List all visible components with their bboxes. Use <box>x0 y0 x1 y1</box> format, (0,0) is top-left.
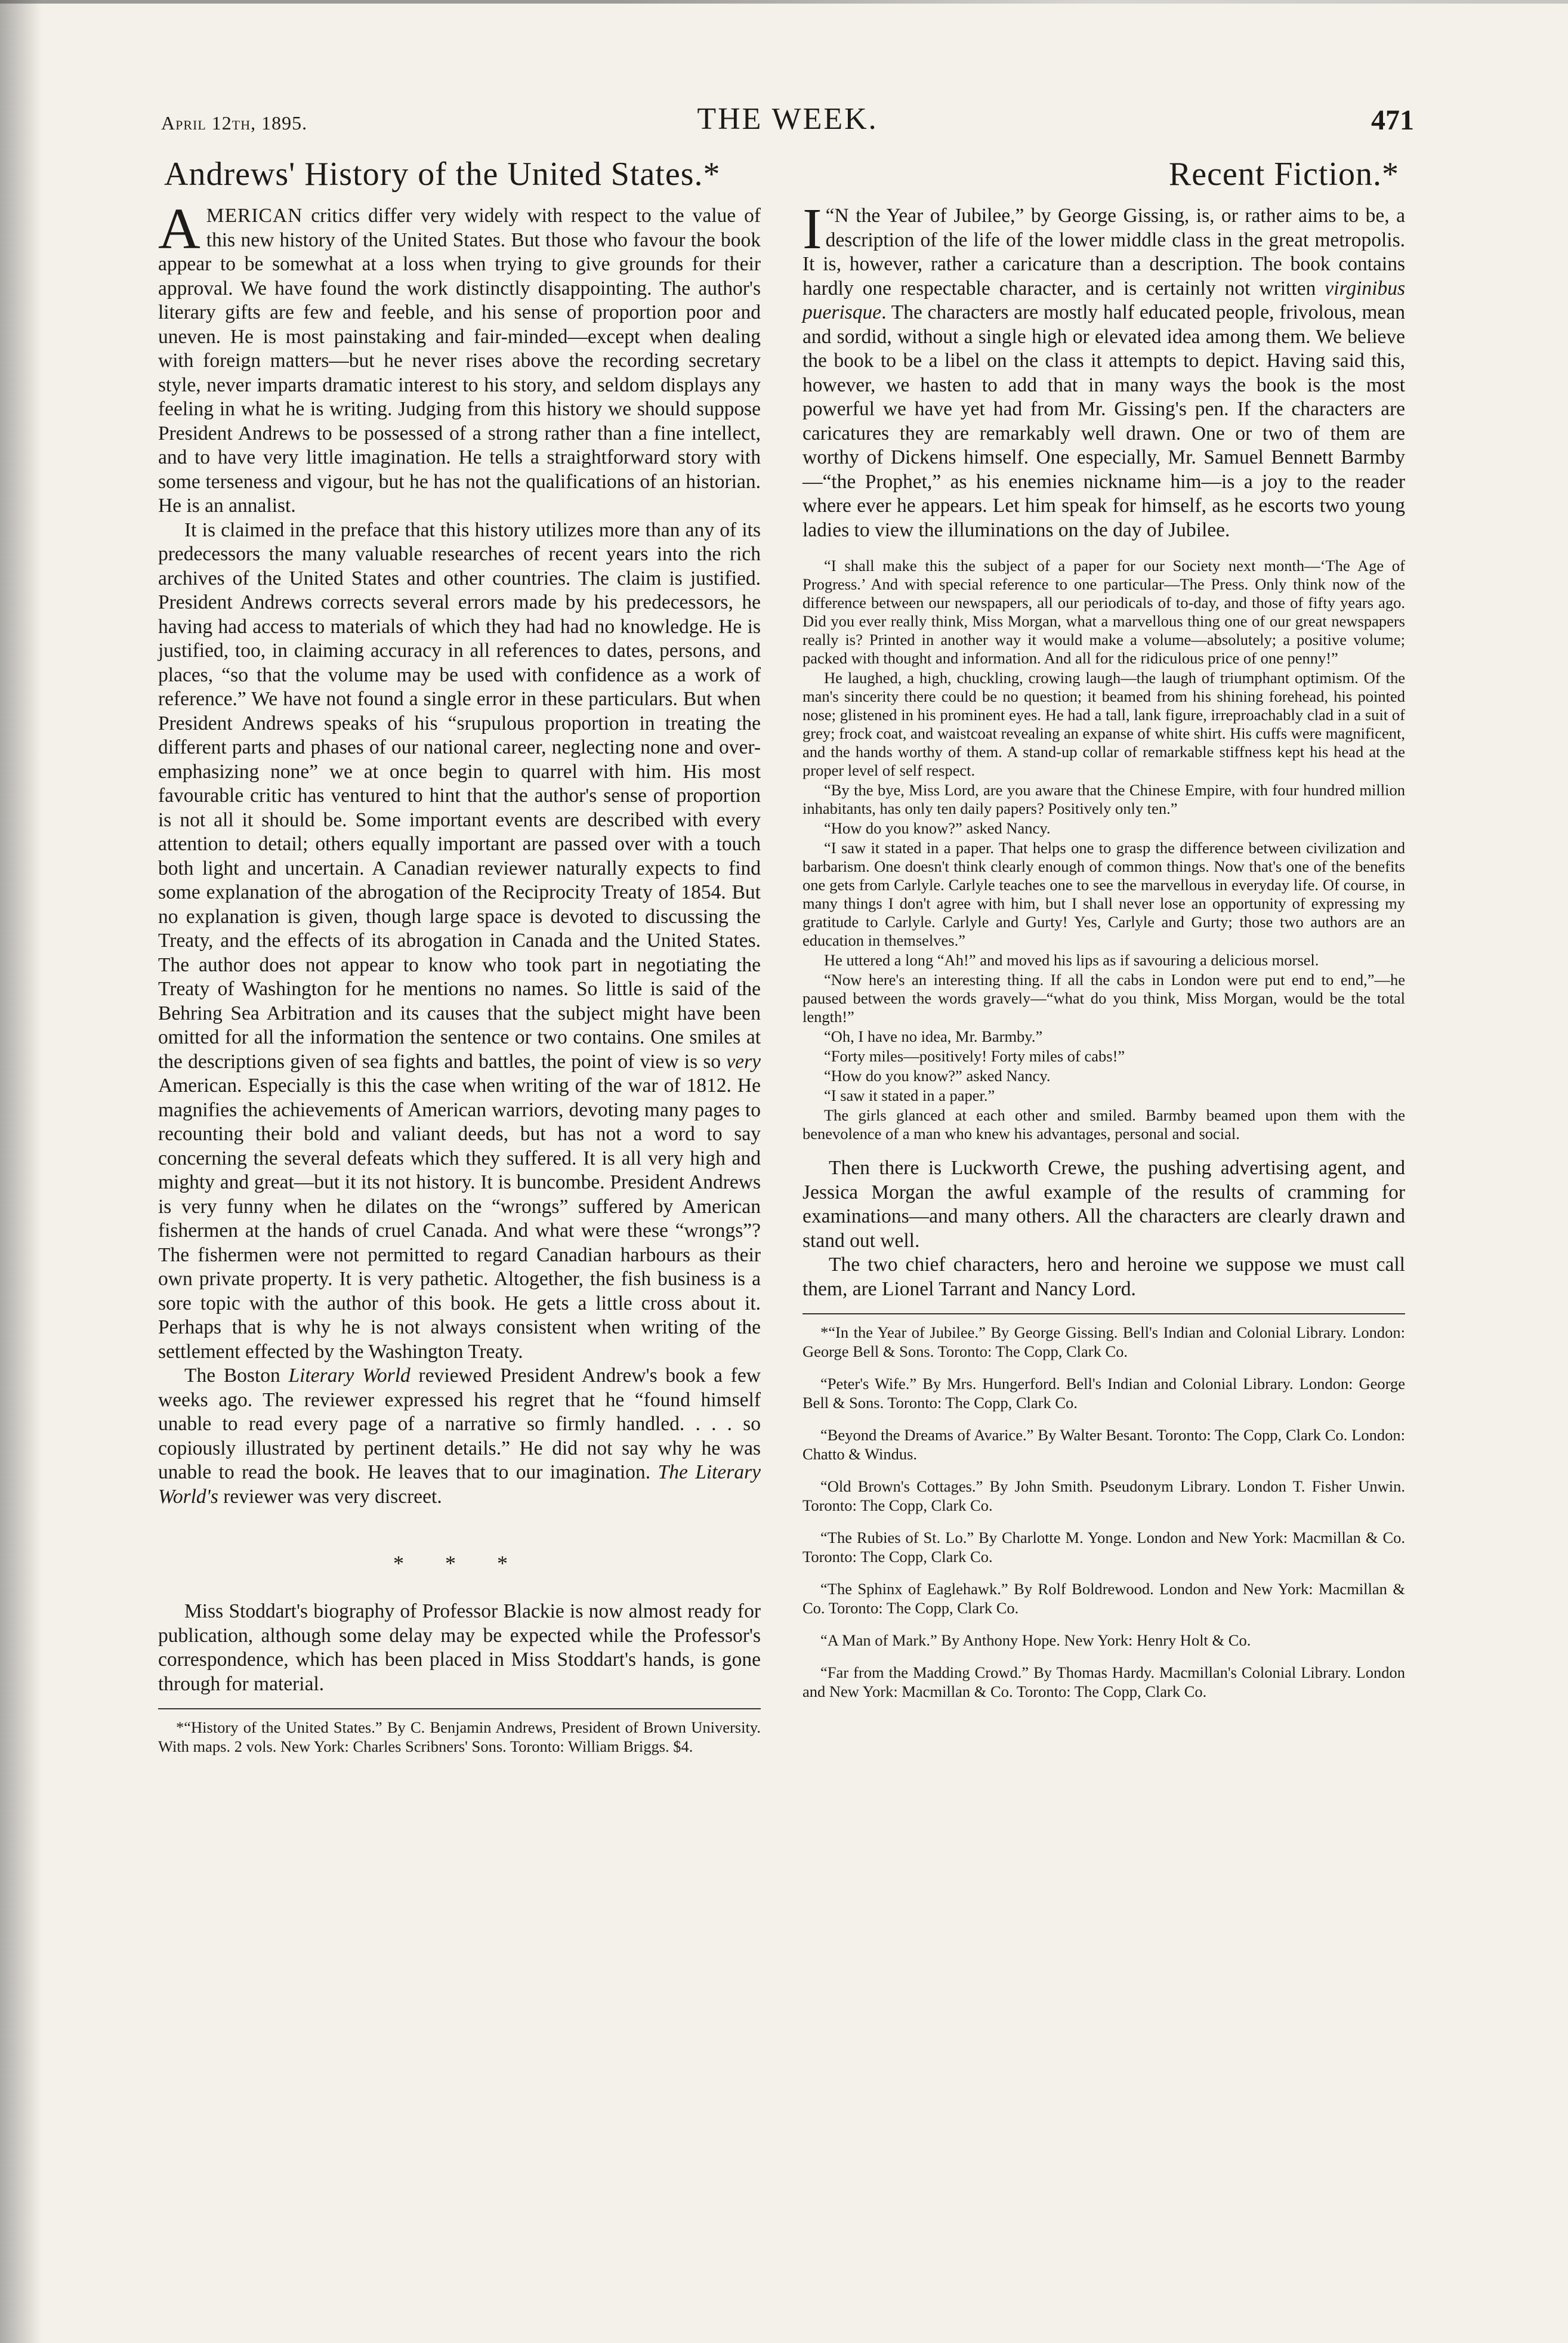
article-title-andrews: Andrews' History of the United States.* <box>164 156 721 193</box>
footnote: “The Sphinx of Eaglehawk.” By Rolf Boldrewood. London and New York: Macmillan & Co. Toronto: The Copp, Clark Co. <box>802 1580 1405 1617</box>
italic-text: very <box>726 1050 761 1073</box>
page-number: 471 <box>1371 104 1414 136</box>
paragraph-text: It is claimed in the preface that this history utilizes more than any of its predecessors the many valuable researches of recent years into the rich archives of the United States and other countries. The claim is justified. President Andrews corrects several errors made by his predecessors, he having had access to materials of which they had had no knowledge. He is justified, too, in claiming accuracy in all references to dates, persons, and places, “so that the volume may be used with confidence as a work of reference.” We have not found a single error in these particulars. But when President Andrews speaks of his “srupulous proportion in treating the different parts and phases of our national career, neglecting none and over-emphasizing none” we at once begin to quarrel with him. His most favourable critic has ventured to hint that the author's sense of proportion is not all it should be. Some important events are described with every attention to detail; others equally important are passed over with a touch both light and uncertain. A Canadian reviewer naturally expects to find some explanation of the abrogation of the Reciprocity Treaty of 1854. But no explanation is given, though large space is devoted to discussing the Treaty, and the effects of its abrogation in Canada and the United States. The author does not appear to know who took part in negotiating the Treaty of Washington for he mentions no names. So little is said of the Behring Sea Arbitration and its causes that the subject might have been omitted for all the information the sentence or two contains. One smiles at the descriptions given of sea fights and battles, the point of view is so <box>158 518 761 1073</box>
quote-paragraph: “How do you know?” asked Nancy. <box>824 1067 1051 1085</box>
quote-paragraph: “I shall make this the subject of a paper for our Society next month—‘The Age of Progress.’ And with special reference to one particular—The Press. Only think now of the difference between our newspapers, all our periodicals of to-day, and those of fifty years ago. Did you ever really think, Miss Morgan, what a marvellous thing one of our great newspapers really is? Printed in another way it would make a volume—absolutely; a positive volume; packed with thought and information. And all for the ridiculous price of one penny!” <box>802 557 1405 667</box>
section-separator: * * * <box>393 1551 526 1575</box>
open-quote: “ <box>825 205 835 227</box>
footnote: “Beyond the Dreams of Avarice.” By Walter Besant. Toronto: The Copp, Clark Co. London: Chatto & Windus. <box>802 1426 1405 1463</box>
quote-paragraph: “I saw it stated in a paper. That helps one to grasp the difference between civilization and barbarism. One doesn't think clearly enough of common things. Now that's one of the benefits one gets from Carlyle. Carlyle teaches one to see the marvellous in everyday life. Of course, in many things I don't agree with him, but I shall never lose an opportunity of expressing my gratitude to Carlyle. Carlyle and Gurty! Yes, Carlyle and Gurty; those two authors are an education in themselves.” <box>802 839 1405 949</box>
running-head <box>161 101 1414 149</box>
quote-paragraph: “Oh, I have no idea, Mr. Barmby.” <box>824 1027 1043 1045</box>
footnote: “A Man of Mark.” By Anthony Hope. New York: Henry Holt & Co. <box>820 1631 1251 1649</box>
paragraph: Miss Stoddart's biography of Professor Blackie is now almost ready for publication, although some delay may be expected while the Professor's correspondence, which has been placed in Miss Stoddart's hands, is gone through for material. <box>158 1600 761 1695</box>
quotation-block <box>802 557 1405 1143</box>
footnote-rule <box>802 1313 1405 1314</box>
paragraph-text: reviewer was very discreet. <box>218 1485 442 1508</box>
footnotes <box>802 1323 1405 1701</box>
paragraph: The two chief characters, hero and heroine we suppose we must call them, are Lionel Tarrant and Nancy Lord. <box>802 1254 1405 1300</box>
page-edge-shadow <box>0 0 42 2343</box>
paragraph-text: American. Especially is this the case when writing of the war of 1812. He magnifies the achievements of American warriors, devoting many pages to recounting their bold and valiant deeds, but has not a word to say concerning the several defeats which they suffered. It is all very high and mighty and great—but it its not history. It is buncombe. President Andrews is very funny when he dilates on the “wrongs” suffered by American fishermen at the hands of cruel Canada. And what were these “wrongs”? The fishermen were not permitted to regard Canadian harbours as their own private property. It is very pathetic. Altogether, the fish business is a sore topic with the author of this book. He gets a little cross about it. Perhaps that is why he is not always consistent when writing of the settlement effected by the Washington Treaty. <box>158 1075 761 1363</box>
italic-text: The Literary World's <box>158 1461 761 1508</box>
quote-paragraph: “I saw it stated in a paper.” <box>824 1086 995 1104</box>
right-column <box>802 155 1405 1714</box>
quote-paragraph: “Forty miles—positively! Forty miles of cabs!” <box>824 1047 1125 1065</box>
quote-paragraph: “Now here's an interesting thing. If all the cabs in London were put end to end,”—he paused between the words gravely—“what do you think, Miss Morgan, would be the total length!” <box>802 971 1405 1026</box>
paragraph-text: The Boston <box>184 1365 289 1387</box>
quote-paragraph: He uttered a long “Ah!” and moved his lips as if savouring a delicious morsel. <box>824 951 1319 969</box>
footnote-rule <box>158 1708 761 1709</box>
paragraph-text: reviewed President Andrew's book a few weeks ago. The reviewer expressed his regret that he “found himself unable to read every page of a narrative so firmly handled. . . . so copiously illustrated by pertinent details.” He did not say why he was unable to read the book. He leaves that to our imagination. <box>158 1365 761 1483</box>
drop-cap: I <box>802 197 822 261</box>
paragraph: Then there is Luckworth Crewe, the pushing advertising agent, and Jessica Morgan the awful example of the results of cramming for examinations—and many others. All the characters are clearly drawn and stand out well. <box>802 1157 1405 1252</box>
paragraph <box>802 197 1405 542</box>
masthead-title: THE WEEK. <box>697 102 878 136</box>
paragraph-text: . The characters are mostly half educated people, frivolous, mean and sordid, without a single high or elevated idea among them. We believe the book to be a libel on the class it attempts to depict. Having said this, however, we hasten to add that in many ways the book is the most powerful we have yet had from Mr. Gissing's pen. If the characters are caricatures they are remarkably well drawn. One or two of them are worthy of Dickens himself. One especially, Mr. Samuel Bennett Barmby—“the Prophet,” as his enemies nickname him—is a joy to the reader where ever he appears. Let him speak for himself, as he escorts two young ladies to view the illuminations on the day of Jubilee. <box>802 301 1405 541</box>
italic-text: Literary World <box>288 1365 410 1387</box>
paragraph <box>158 518 761 1365</box>
opening-word: MERICAN <box>206 205 303 227</box>
footnote: “Old Brown's Cottages.” By John Smith. Pseudonym Library. London T. Fisher Unwin. Toronto: The Copp, Clark Co. <box>802 1477 1405 1514</box>
quote-paragraph: He laughed, a high, chuckling, crowing laugh—the laugh of triumphant optimism. Of the man's sincerity there could be no question; it beamed from his shining forehead, his pointed nose; glistened in his prominent eyes. He had a tall, lank figure, irreproachably clad in a suit of grey; frock coat, and waistcoat revealing an expanse of white shirt. His cuffs were magnificent, and the hands worthy of them. A stand-up collar of remarkable stiffness kept his head at the proper level of self respect. <box>802 669 1405 779</box>
italic-text: virginibus puerisque <box>802 277 1405 323</box>
footnote: “Far from the Madding Crowd.” By Thomas Hardy. Macmillan's Colonial Library. London and New York: Macmillan & Co. Toronto: The Copp, Clark Co. <box>802 1663 1405 1700</box>
quote-paragraph: “How do you know?” asked Nancy. <box>824 819 1051 837</box>
quote-paragraph: “By the bye, Miss Lord, are you aware that the Chinese Empire, with four hundred million inhabitants, has only ten daily papers? Positively only ten.” <box>802 781 1405 817</box>
footnote: *“In the Year of Jubilee.” By George Gissing. Bell's Indian and Colonial Library. London: George Bell & Sons. Toronto: The Copp, Clark Co. <box>802 1323 1405 1360</box>
paragraph-text: N the Year of Jubilee,” by George Gissing, is, or rather aims to be, a description of the life of the lower middle class in the great metropolis. It is, however, rather a caricature than a description. The book contains hardly one respectable character, and is certainly not written <box>802 205 1405 300</box>
drop-cap: A <box>158 197 200 261</box>
footnote: *“History of the United States.” By C. Benjamin Andrews, President of Brown University. With maps. 2 vols. New York: Charles Scribners' Sons. Toronto: William Briggs. $4. <box>158 1718 761 1755</box>
article-title-fiction: Recent Fiction.* <box>1168 156 1399 193</box>
issue-date: April 12th, 1895. <box>161 112 308 134</box>
footnote: “The Rubies of St. Lo.” By Charlotte M. Yonge. London and New York: Macmillan & Co. Toronto: The Copp, Clark Co. <box>802 1529 1405 1566</box>
left-column <box>158 155 761 1769</box>
footnote: “Peter's Wife.” By Mrs. Hungerford. Bell's Indian and Colonial Library. London: George Bell & Sons. Toronto: The Copp, Clark Co. <box>802 1375 1405 1412</box>
page-top-edge <box>0 0 1568 4</box>
quote-paragraph: The girls glanced at each other and smiled. Barmby beamed upon them with the benevolence of a man who knew his advantages, personal and social. <box>802 1106 1405 1143</box>
paragraph <box>158 1364 761 1509</box>
paragraph <box>158 197 761 518</box>
paragraph-text: critics differ very widely with respect to the value of this new history of the United States. But those who favour the book appear to be somewhat at a loss when trying to give grounds for their approval. We have found the work distinctly disappointing. The author's literary gifts are few and feeble, and his sense of proportion poor and uneven. He is most painstaking and fair-minded—except when dealing with foreign matters—but he never rises above the recording secretary style, never imparts dramatic interest to his story, and seldom displays any feeling in what he is writing. Judging from this history we should suppose President Andrews to be possessed of a strong rather than a fine intellect, and to have very little imagination. He tells a straightforward story with some terseness and vigour, but he has not the qualifications of an historian. He is an annalist. <box>158 205 761 517</box>
